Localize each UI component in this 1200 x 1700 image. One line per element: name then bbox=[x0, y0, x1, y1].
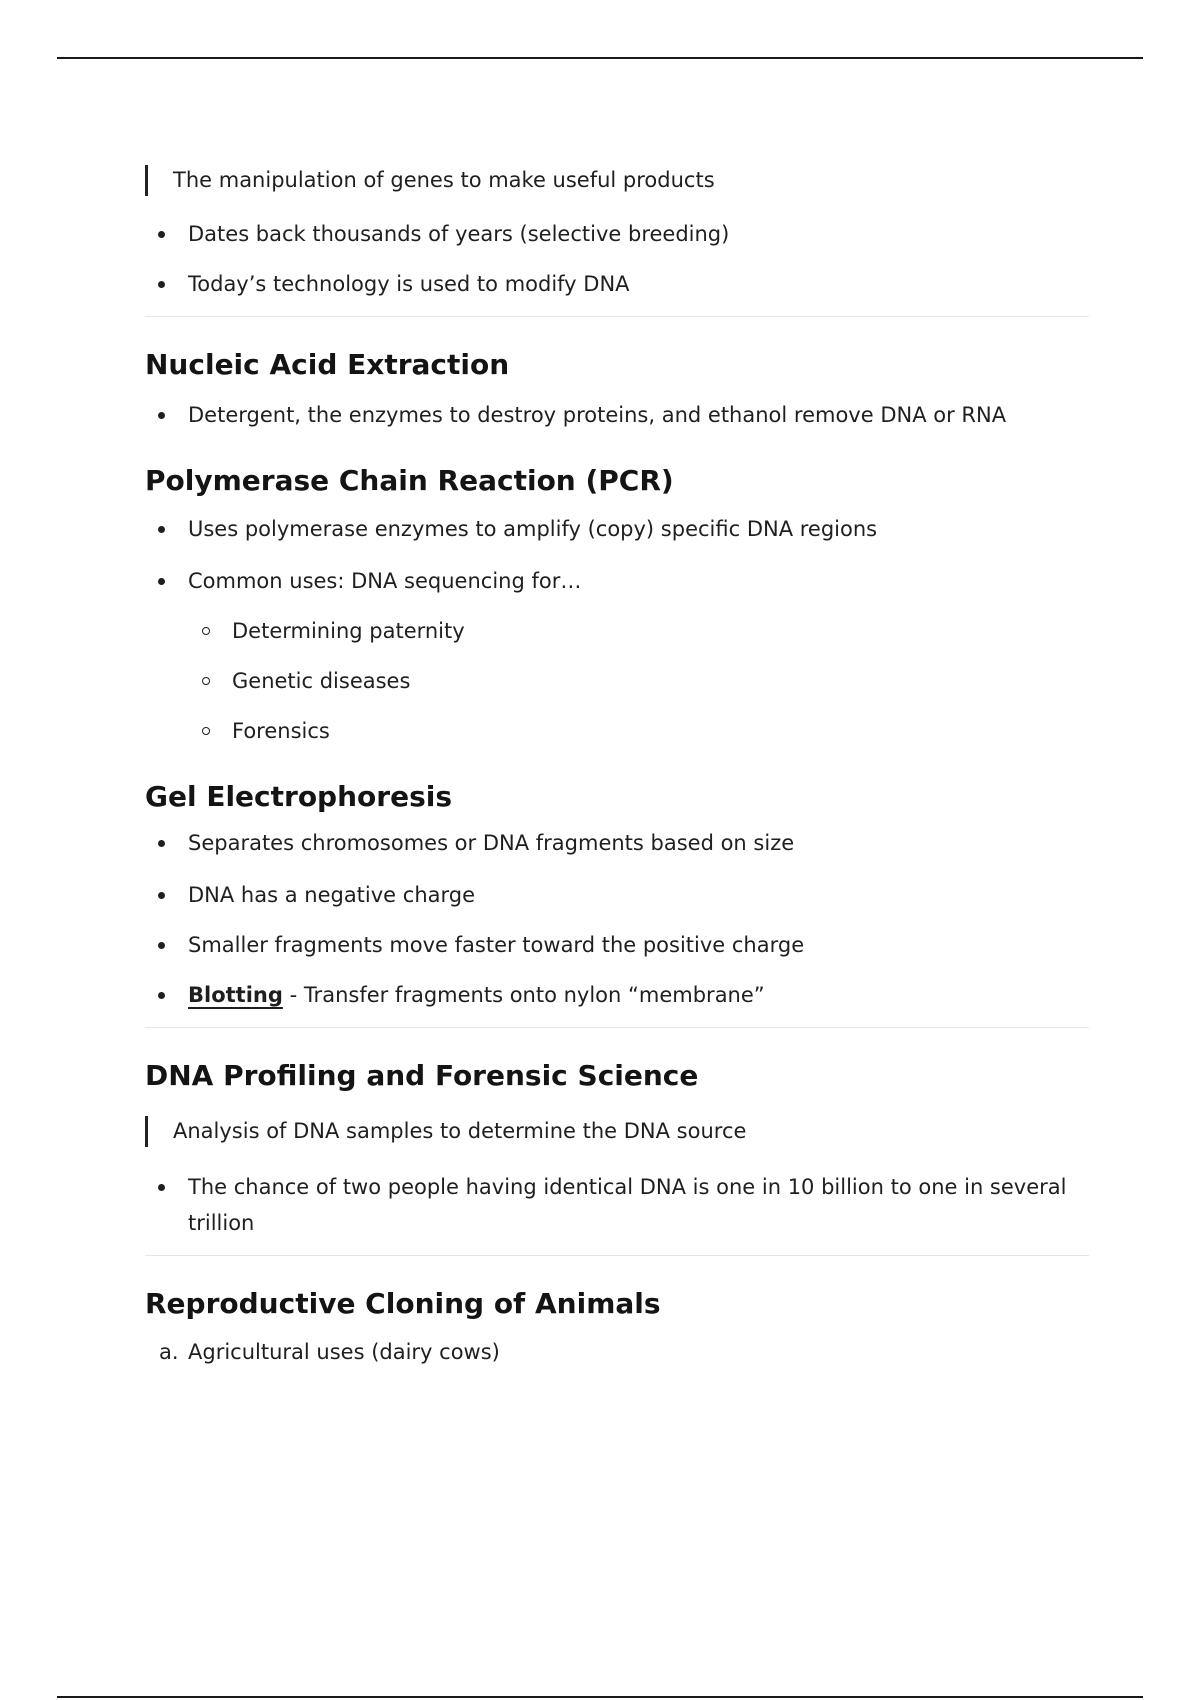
sub-list-item bbox=[145, 613, 1089, 649]
bullet-icon bbox=[158, 578, 165, 585]
list-item bbox=[145, 927, 1089, 963]
list-item bbox=[145, 511, 1089, 547]
page-bottom-rule bbox=[57, 1696, 1143, 1698]
bullet-icon bbox=[158, 942, 165, 949]
list-item bbox=[145, 1169, 1089, 1241]
sub-list-item bbox=[145, 663, 1089, 699]
bullet-icon bbox=[158, 526, 165, 533]
list-item bbox=[145, 825, 1089, 861]
section-divider bbox=[145, 316, 1089, 317]
list-item-text: DNA has a negative charge bbox=[188, 883, 476, 907]
intro-bullet-list bbox=[145, 216, 1089, 302]
blotting-term: Blotting bbox=[188, 983, 283, 1007]
gel-bullet-list bbox=[145, 825, 1089, 1013]
heading-reproductive-cloning: Reproductive Cloning of Animals bbox=[145, 1287, 661, 1320]
heading-nucleic-acid-extraction: Nucleic Acid Extraction bbox=[145, 348, 510, 381]
list-item bbox=[145, 397, 1089, 433]
circle-bullet-icon bbox=[202, 727, 210, 735]
document-body bbox=[145, 165, 1089, 1370]
list-item-text: Agricultural uses (dairy cows) bbox=[188, 1340, 500, 1364]
heading-gel-electrophoresis: Gel Electrophoresis bbox=[145, 780, 453, 813]
list-item bbox=[145, 877, 1089, 913]
list-item-text: Detergent, the enzymes to destroy proteins, and ethanol remove DNA or RNA bbox=[188, 403, 1007, 427]
list-item-text: Uses polymerase enzymes to amplify (copy) specific DNA regions bbox=[188, 517, 878, 541]
pcr-bullet-list bbox=[145, 511, 1089, 599]
list-item-text: Separates chromosomes or DNA fragments based on size bbox=[188, 831, 795, 855]
list-item-text: The chance of two people having identical DNA is one in 10 billion to one in several trillion bbox=[188, 1175, 1067, 1235]
sub-list-item-text: Forensics bbox=[232, 719, 330, 743]
definition-quote: Analysis of DNA samples to determine the DNA source bbox=[145, 1116, 1089, 1147]
blotting-description: - Transfer fragments onto nylon “membrane” bbox=[282, 983, 765, 1007]
sub-list-item-text: Genetic diseases bbox=[232, 669, 411, 693]
heading-pcr: Polymerase Chain Reaction (PCR) bbox=[145, 464, 674, 497]
list-item-text: Today’s technology is used to modify DNA bbox=[188, 272, 630, 296]
bullet-icon bbox=[158, 412, 165, 419]
list-item bbox=[145, 266, 1089, 302]
list-item-text: Common uses: DNA sequencing for… bbox=[188, 569, 582, 593]
list-item bbox=[145, 1334, 1089, 1370]
cloning-alpha-list bbox=[145, 1334, 1089, 1370]
list-marker: a. bbox=[159, 1340, 179, 1364]
circle-bullet-icon bbox=[202, 677, 210, 685]
bullet-icon bbox=[158, 1184, 165, 1191]
list-item bbox=[145, 216, 1089, 252]
bullet-icon bbox=[158, 840, 165, 847]
list-item-text: Dates back thousands of years (selective breeding) bbox=[188, 222, 730, 246]
bullet-icon bbox=[158, 892, 165, 899]
section-divider bbox=[145, 1255, 1089, 1256]
list-item bbox=[145, 563, 1089, 599]
bullet-icon bbox=[158, 281, 165, 288]
list-item bbox=[145, 977, 1089, 1013]
pcr-sub-list bbox=[145, 613, 1089, 749]
bullet-icon bbox=[158, 992, 165, 999]
nucleic-bullet-list bbox=[145, 397, 1089, 433]
sub-list-item bbox=[145, 713, 1089, 749]
bullet-icon bbox=[158, 231, 165, 238]
heading-dna-profiling: DNA Profiling and Forensic Science bbox=[145, 1059, 699, 1092]
section-divider bbox=[145, 1027, 1089, 1028]
page-top-rule bbox=[57, 57, 1143, 59]
list-item-text: Smaller fragments move faster toward the positive charge bbox=[188, 933, 805, 957]
circle-bullet-icon bbox=[202, 627, 210, 635]
profiling-bullet-list bbox=[145, 1169, 1089, 1241]
sub-list-item-text: Determining paternity bbox=[232, 619, 465, 643]
definition-quote: The manipulation of genes to make useful products bbox=[145, 165, 1089, 196]
